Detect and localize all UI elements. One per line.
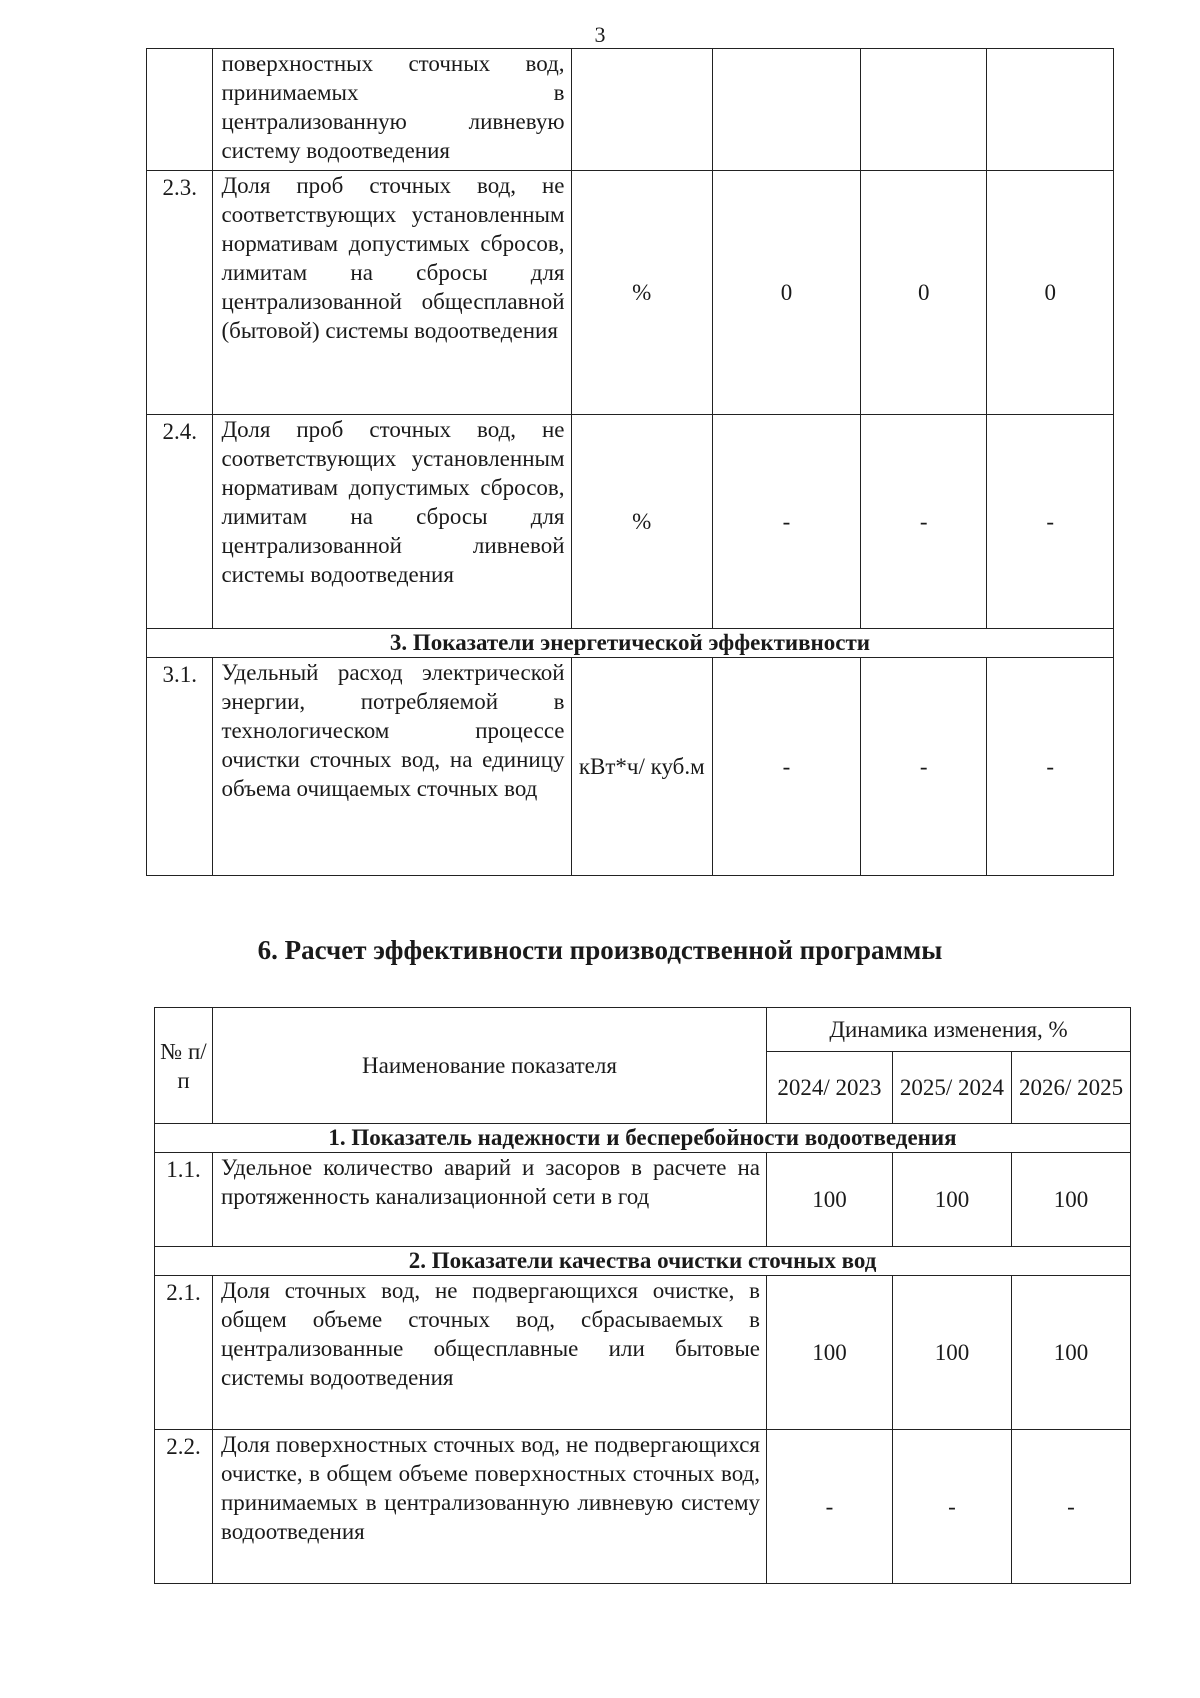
value-cell: 0 [713,171,861,415]
table-row [147,49,1114,171]
value-cell: - [767,1430,893,1584]
indicator-name: Доля проб сточных вод, не соответствующих установленным нормативам допустимых сбросов, лимитам на сбросы для централизованной общесплавной (бытовой) системы водоотведения [213,171,571,415]
value-cell: 0 [860,171,987,415]
section-row [147,629,1114,658]
value-cell: - [1012,1430,1131,1584]
table-row [147,658,1114,876]
section-title: 6. Расчет эффективности производственной программы [257,935,943,965]
header-year: 2024/ 2023 [767,1052,893,1124]
indicator-name: Удельное количество аварий и засоров в расчете на протяженность канализационной сети в год [213,1153,767,1247]
table-row [147,415,1114,629]
indicator-name: поверхностных сточных вод, принимаемых в централизованную ливневую систему водоотведения [213,49,571,171]
row-number: 2.1. [155,1276,213,1430]
value-cell: 100 [1012,1276,1131,1430]
row-number: 2.3. [147,171,213,415]
value-cell: 100 [1012,1153,1131,1247]
value-cell: 100 [767,1153,893,1247]
value-cell: 100 [893,1276,1012,1430]
table-row [155,1276,1131,1430]
table-row [155,1153,1131,1247]
value-cell: - [713,415,861,629]
row-number: 3.1. [147,658,213,876]
indicators-table-continued [146,48,1114,876]
indicator-name: Доля поверхностных сточных вод, не подвергающихся очистке, в общем объеме поверхностных сточных вод, принимаемых в централизованную ливневую систему водоотведения [213,1430,767,1584]
header-indicator-name: Наименование показателя [213,1008,767,1124]
value-cell: - [860,658,987,876]
value-cell: 100 [767,1276,893,1430]
indicator-name: Доля сточных вод, не подвергающихся очистке, в общем объеме сточных вод, сбрасываемых в централизованные общесплавные или бытовые системы водоотведения [213,1276,767,1430]
efficiency-table [154,1007,1131,1584]
indicator-name: Доля проб сточных вод, не соответствующих установленным нормативам допустимых сбросов, лимитам на сбросы для централизованной ливневой системы водоотведения [213,415,571,629]
header-row [155,1008,1131,1052]
header-number: № п/п [155,1008,213,1124]
value-cell: - [860,415,987,629]
unit-cell: % [571,415,713,629]
page-number: 3 [594,22,606,47]
unit-cell: % [571,171,713,415]
section-row [155,1124,1131,1153]
value-cell [713,49,861,171]
row-number: 1.1. [155,1153,213,1247]
section-heading-quality: 2. Показатели качества очистки сточных вод [155,1247,1131,1276]
value-cell [987,49,1114,171]
value-cell: - [987,658,1114,876]
value-cell [860,49,987,171]
section-heading-energy: 3. Показатели энергетической эффективности [147,629,1114,658]
value-cell: - [893,1430,1012,1584]
table-row [147,171,1114,415]
unit-cell: кВт*ч/ куб.м [571,658,713,876]
section-heading-reliability: 1. Показатель надежности и бесперебойности водоотведения [155,1124,1131,1153]
value-cell: - [987,415,1114,629]
row-number [147,49,213,171]
value-cell: 0 [987,171,1114,415]
unit-cell [571,49,713,171]
value-cell: - [713,658,861,876]
header-dynamics: Динамика изменения, % [767,1008,1131,1052]
row-number: 2.4. [147,415,213,629]
header-year: 2026/ 2025 [1012,1052,1131,1124]
table-row [155,1430,1131,1584]
value-cell: 100 [893,1153,1012,1247]
indicator-name: Удельный расход электрической энергии, потребляемой в технологическом процессе очистки сточных вод, на единицу объема очищаемых сточных вод [213,658,571,876]
section-row [155,1247,1131,1276]
row-number: 2.2. [155,1430,213,1584]
header-year: 2025/ 2024 [893,1052,1012,1124]
